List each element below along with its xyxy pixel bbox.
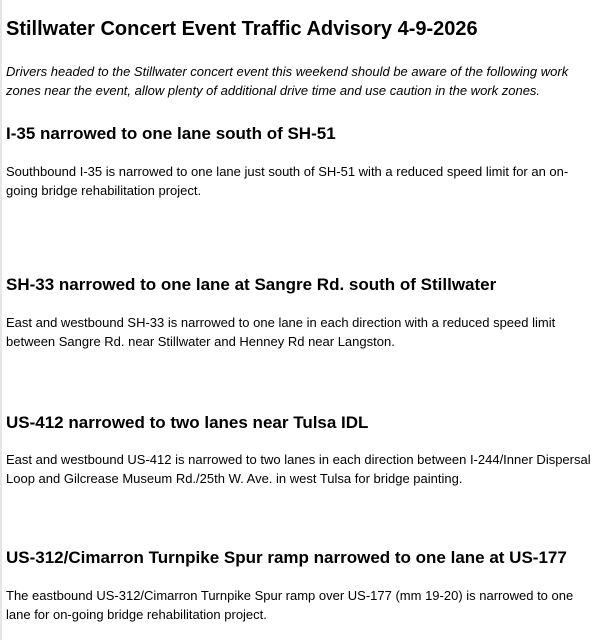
section-heading-sh33: SH-33 narrowed to one lane at Sangre Rd. south of Stillwater xyxy=(6,275,497,294)
section-body-i35: Southbound I-35 is narrowed to one lane just south of SH-51 with a reduced speed limit for an on-going bridge rehabilitation project. xyxy=(6,164,569,198)
page-title: Stillwater Concert Event Traffic Advisory 4-9-2026 xyxy=(6,18,478,40)
section-heading-us312: US-312/Cimarron Turnpike Spur ramp narrowed to one lane at US-177 xyxy=(6,548,567,567)
section-heading-us412: US-412 narrowed to two lanes near Tulsa IDL xyxy=(6,413,369,432)
section-heading-i35: I-35 narrowed to one lane south of SH-51 xyxy=(6,124,336,143)
section-body-us412: East and westbound US-412 is narrowed to two lanes in each direction between I-244/Inner Dispersal Loop and Gilcrease Museum Rd./25th W. Ave. in west Tulsa for bridge painting. xyxy=(6,452,591,486)
left-border xyxy=(0,0,2,640)
section-body-us312: The eastbound US-312/Cimarron Turnpike Spur ramp over US-177 (mm 19-20) is narrowed to one lane for on-going bridge rehabilitation project. xyxy=(6,588,574,622)
section-body-sh33: East and westbound SH-33 is narrowed to one lane in each direction with a reduced speed limit between Sangre Rd. near Stillwater and Henney Rd near Langston. xyxy=(6,315,556,349)
intro-text: Drivers headed to the Stillwater concert event this weekend should be aware of the following work zones near the event, allow plenty of additional drive time and use caution in the work zones. xyxy=(6,64,569,98)
